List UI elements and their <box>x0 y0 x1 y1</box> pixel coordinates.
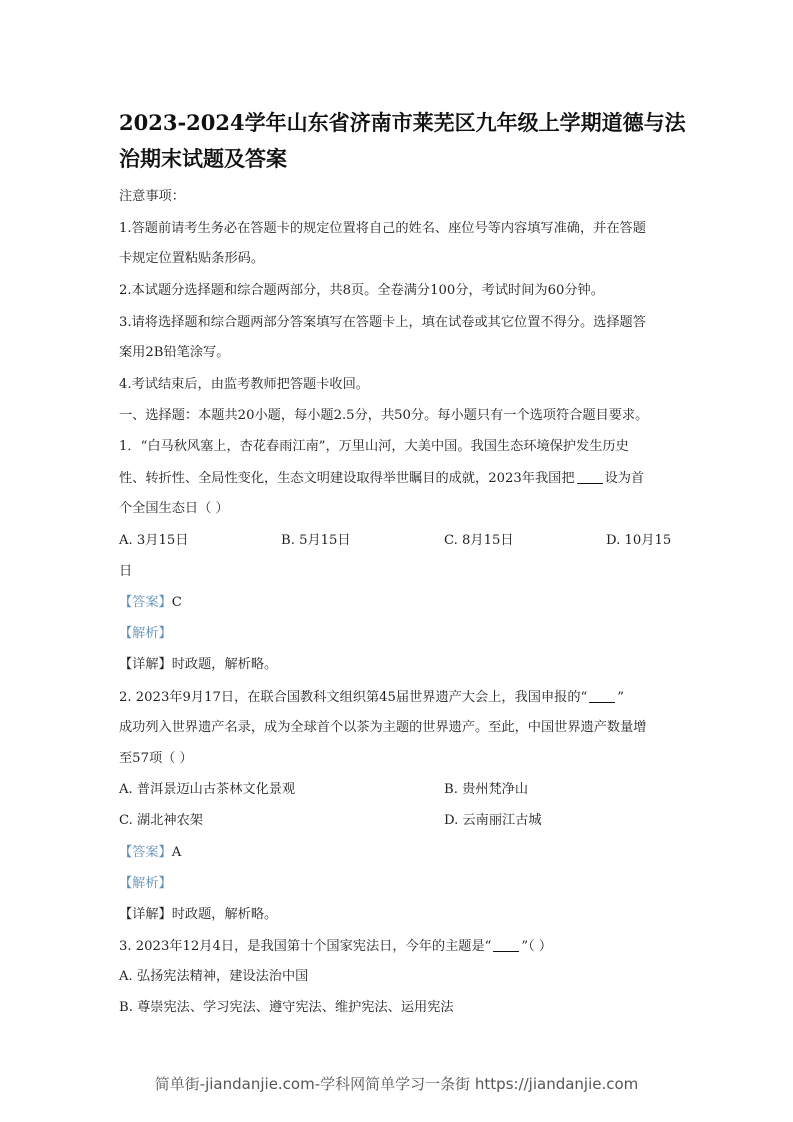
question-3-option-b: B. 尊崇宪法、学习宪法、遵守宪法、维护宪法、运用宪法 <box>119 1000 454 1015</box>
fill-blank <box>577 471 603 484</box>
question-1-stem-line-3: 个全国生态日（ ） <box>119 501 229 516</box>
question-1-stem-line-1: 1．“白马秋风塞上，杏花春雨江南”，万里山河，大美中国。我国生态环境保护发生历史 <box>119 439 629 454</box>
question-2-option-a: A. 普洱景迈山古茶林文化景观 <box>119 782 296 797</box>
detail-label: 【详解】 <box>119 907 172 922</box>
question-3-stem <box>119 939 552 953</box>
footer-watermark: 简单街-jiandanjie.com-学科网简单学习一条街 https://jiandanjie.com <box>154 1075 639 1093</box>
detail-text: 时政题，解析略。 <box>171 657 278 672</box>
answer-value: A <box>171 845 182 860</box>
section-heading: 一、选择题：本题共20小题，每小题2.5分，共50分。每小题只有一个选项符合题目要求。 <box>119 408 649 423</box>
notice-heading: 注意事项： <box>119 189 185 204</box>
question-1-stem-line-2 <box>119 471 644 485</box>
question-1-option-a: A. 3月15日 <box>119 533 189 548</box>
question-1-option-b: B. 5月15日 <box>281 533 351 548</box>
question-2-stem-line-1 <box>119 690 624 704</box>
question-3-stem-text: ”（ ） <box>521 939 553 954</box>
question-1-detail <box>119 658 277 671</box>
question-2-option-d: D. 云南丽江古城 <box>444 813 542 828</box>
question-1-analysis-label: 【解析】 <box>119 626 172 641</box>
detail-label: 【详解】 <box>119 657 172 672</box>
answer-label: 【答案】 <box>119 845 172 860</box>
question-1-stem-text: 性、转折性、全局性变化，生态文明建设取得举世瞩目的成就，2023年我国把 <box>119 471 575 486</box>
question-1-option-c: C. 8月15日 <box>444 533 514 548</box>
notice-item: 4.考试结束后，由监考教师把答题卡收回。 <box>119 377 369 392</box>
document-title-line-2: 治期末试题及答案 <box>119 146 287 171</box>
question-2-option-b: B. 贵州梵净山 <box>444 782 529 797</box>
notice-item: 1.答题前请考生务必在答题卡的规定位置将自己的姓名、座位号等内容填写准确，并在答题 <box>119 221 646 236</box>
question-2-stem-text: 2. 2023年9月17日，在联合国教科文组织第45届世界遗产大会上，我国申报的“ <box>119 690 588 705</box>
detail-text: 时政题，解析略。 <box>171 907 278 922</box>
notice-item: 卡规定位置粘贴条形码。 <box>119 251 265 266</box>
question-2-detail <box>119 908 277 921</box>
question-2-stem-line-2: 成功列入世界遗产名录，成为全球首个以茶为主题的世界遗产。至此，中国世界遗产数量增 <box>119 720 647 735</box>
document-title-line-1: 2023-2024学年山东省济南市莱芜区九年级上学期道德与法 <box>119 110 686 135</box>
question-1-option-d: D. 10月15 <box>606 533 672 548</box>
question-2-option-c: C. 湖北神农架 <box>119 813 203 828</box>
question-2-stem-text: ” <box>617 690 625 705</box>
question-2-analysis-label: 【解析】 <box>119 876 172 891</box>
fill-blank <box>493 939 519 952</box>
question-3-stem-text: 3. 2023年12月4日，是我国第十个国家宪法日，今年的主题是“ <box>119 939 492 954</box>
question-2-answer <box>119 846 181 859</box>
notice-item: 2.本试题分选择题和综合题两部分，共8页。全卷满分100分，考试时间为60分钟。 <box>119 283 604 298</box>
notice-item: 3.请将选择题和综合题两部分答案填写在答题卡上，填在试卷或其它位置不得分。选择题答 <box>119 315 646 330</box>
question-1-stem-text: 设为首 <box>604 471 645 486</box>
answer-label: 【答案】 <box>119 595 172 610</box>
question-1-option-wrap: 日 <box>119 564 133 579</box>
question-1-answer <box>119 596 182 609</box>
question-2-stem-line-3: 至57项（ ） <box>119 751 193 766</box>
fill-blank <box>589 690 615 703</box>
answer-value: C <box>171 595 182 610</box>
notice-item: 案用2B铅笔涂写。 <box>119 345 230 360</box>
question-3-option-a: A. 弘扬宪法精神，建设法治中国 <box>119 969 309 984</box>
